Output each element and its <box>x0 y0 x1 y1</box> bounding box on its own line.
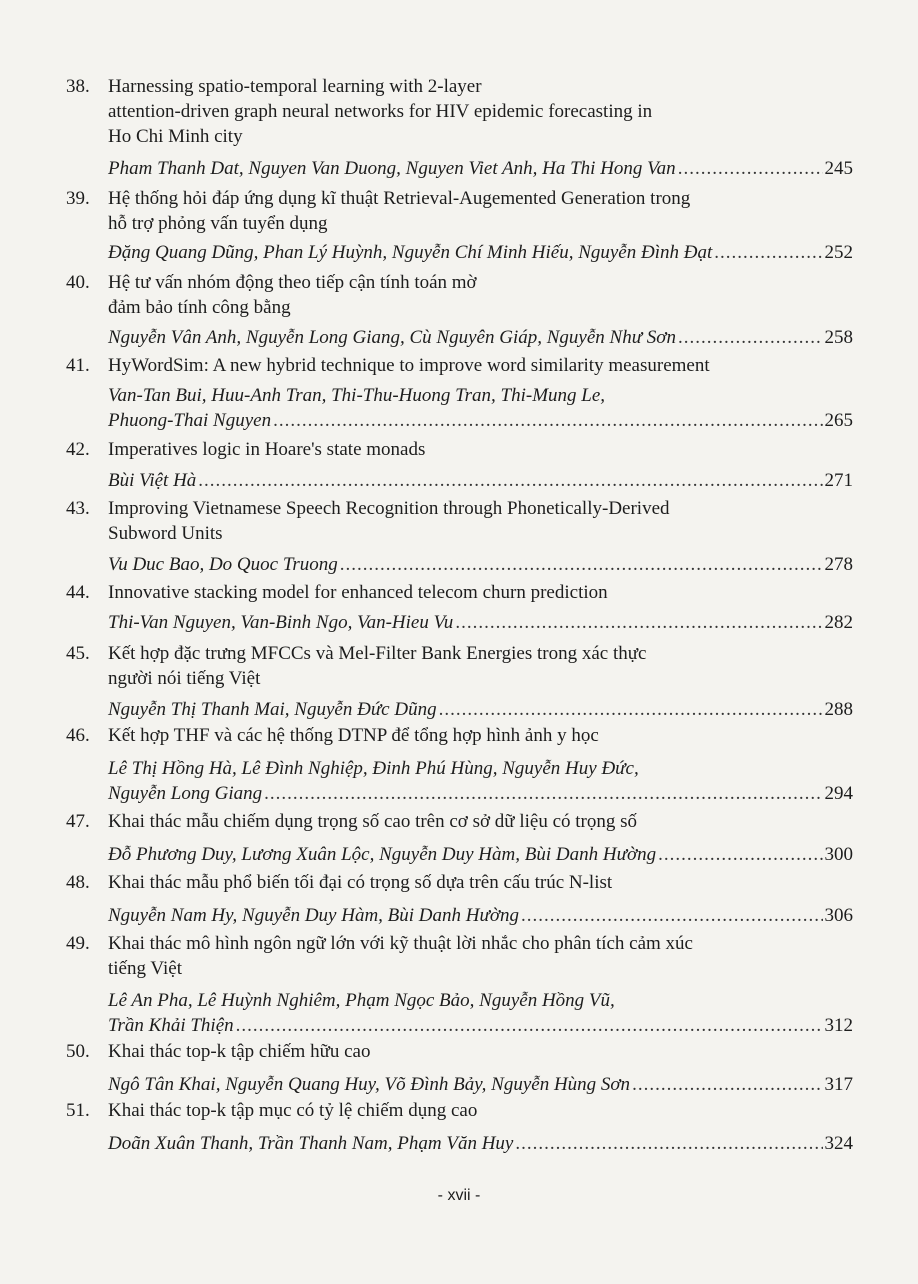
entry-number: 49. <box>66 933 90 954</box>
dot-leader <box>521 903 822 928</box>
authors-text: Van-Tan Bui, Huu-Anh Tran, Thi-Thu-Huong Tran, Thi-Mung Le, <box>108 385 606 406</box>
entry-number: 42. <box>66 439 90 460</box>
entry-number: 43. <box>66 498 90 519</box>
page-number: 245 <box>824 158 853 179</box>
entry-title <box>108 1039 768 1064</box>
page-number: 282 <box>824 612 853 633</box>
entry-authors <box>108 552 853 577</box>
entry-title <box>108 437 768 462</box>
page-number: 324 <box>824 1133 853 1154</box>
page-number: 312 <box>824 1015 853 1036</box>
dot-leader <box>264 781 822 806</box>
entry-title <box>108 723 768 748</box>
entry-number: 45. <box>66 643 90 664</box>
authors-text: Đỗ Phương Duy, Lương Xuân Lộc, Nguyễn Duy Hàm, Bùi Danh Hường <box>108 844 657 865</box>
entry-number: 47. <box>66 811 90 832</box>
page-number: 288 <box>824 699 853 720</box>
entry-title-line: đảm bảo tính công bằng <box>108 297 291 318</box>
page-number: 294 <box>824 783 853 804</box>
authors-line <box>108 842 853 867</box>
entry-title-line: tiếng Việt <box>108 958 182 979</box>
authors-line <box>108 610 853 635</box>
entry-authors <box>108 610 853 635</box>
dot-leader <box>678 156 823 181</box>
authors-text: Nguyễn Vân Anh, Nguyễn Long Giang, Cù Nguyên Giáp, Nguyễn Như Sơn <box>108 327 676 348</box>
authors-line <box>108 408 853 433</box>
authors-line <box>108 1131 853 1156</box>
entry-title-line: Kết hợp THF và các hệ thống DTNP để tổng hợp hình ảnh y học <box>108 725 599 746</box>
entry-title-line: người nói tiếng Việt <box>108 668 261 689</box>
dot-leader <box>714 240 822 265</box>
authors-line <box>108 1072 853 1097</box>
entry-number: 51. <box>66 1100 90 1121</box>
entry-authors <box>108 697 853 722</box>
entry-title <box>108 809 768 834</box>
entry-number: 48. <box>66 872 90 893</box>
entry-title-line: Improving Vietnamese Speech Recognition through Phonetically-Derived <box>108 498 670 519</box>
entry-number: 40. <box>66 272 90 293</box>
entry-title <box>108 186 768 236</box>
entry-title-line: HyWordSim: A new hybrid technique to improve word similarity measurement <box>108 355 710 376</box>
entry-title-line: Subword Units <box>108 523 223 544</box>
authors-text: Bùi Việt Hà <box>108 470 197 491</box>
entry-number: 44. <box>66 582 90 603</box>
dot-leader <box>236 1013 823 1038</box>
page-number: 265 <box>824 410 853 431</box>
entry-title-line: Khai thác top-k tập chiếm hữu cao <box>108 1041 371 1062</box>
entry-title-line: Harnessing spatio-temporal learning with 2-layer <box>108 76 482 97</box>
entry-title <box>108 580 768 605</box>
entry-authors <box>108 383 853 433</box>
dot-leader <box>340 552 823 577</box>
entry-title <box>108 1098 768 1123</box>
entry-title-line: Khai thác mẫu phổ biến tối đại có trọng số dựa trên cấu trúc N-list <box>108 872 613 893</box>
entry-title-line: Kết hợp đặc trưng MFCCs và Mel-Filter Bank Energies trong xác thực <box>108 643 647 664</box>
authors-line <box>108 468 853 493</box>
authors-text: Phuong-Thai Nguyen <box>108 410 272 431</box>
page-number: 300 <box>824 844 853 865</box>
dot-leader <box>658 842 822 867</box>
authors-line <box>108 156 853 181</box>
page-number: 252 <box>824 242 853 263</box>
page-number: 258 <box>824 327 853 348</box>
entry-authors <box>108 903 853 928</box>
page-number: 306 <box>824 905 853 926</box>
entry-authors <box>108 1072 853 1097</box>
authors-text: Nguyễn Nam Hy, Nguyễn Duy Hàm, Bùi Danh Hường <box>108 905 520 926</box>
entry-authors <box>108 240 853 265</box>
dot-leader <box>455 610 822 635</box>
dot-leader <box>439 697 823 722</box>
authors-line <box>108 781 853 806</box>
authors-line <box>108 1013 853 1038</box>
authors-line <box>108 697 853 722</box>
entry-title <box>108 931 768 981</box>
entry-title-line: Khai thác mẫu chiếm dụng trọng số cao trên cơ sở dữ liệu có trọng số <box>108 811 638 832</box>
authors-text: Đặng Quang Dũng, Phan Lý Huỳnh, Nguyễn Chí Minh Hiếu, Nguyễn Đình Đạt <box>108 242 713 263</box>
authors-text: Lê Thị Hồng Hà, Lê Đình Nghiệp, Đinh Phú Hùng, Nguyễn Huy Đức, <box>108 758 639 779</box>
entry-title-line: Ho Chi Minh city <box>108 126 243 147</box>
authors-text: Nguyễn Thị Thanh Mai, Nguyễn Đức Dũng <box>108 699 437 720</box>
entry-title-line: hỗ trợ phỏng vấn tuyển dụng <box>108 213 328 234</box>
dot-leader <box>273 408 822 433</box>
entry-number: 41. <box>66 355 90 376</box>
authors-text: Doãn Xuân Thanh, Trần Thanh Nam, Phạm Văn Huy <box>108 1133 514 1154</box>
dot-leader <box>515 1131 822 1156</box>
entry-number: 46. <box>66 725 90 746</box>
authors-text: Trần Khải Thiện <box>108 1015 234 1036</box>
entry-authors <box>108 842 853 867</box>
authors-line <box>108 325 853 350</box>
entry-title <box>108 270 768 320</box>
authors-line <box>108 552 853 577</box>
entry-number: 50. <box>66 1041 90 1062</box>
page-number: 317 <box>824 1074 853 1095</box>
entry-title <box>108 641 768 691</box>
entry-authors <box>108 156 853 181</box>
entry-title <box>108 353 768 378</box>
page-footer-number: - xvii - <box>437 1187 481 1204</box>
authors-text: Nguyễn Long Giang <box>108 783 263 804</box>
authors-line <box>108 240 853 265</box>
entry-authors <box>108 1131 853 1156</box>
entry-title-line: Hệ tư vấn nhóm động theo tiếp cận tính toán mờ <box>108 272 477 293</box>
dot-leader <box>678 325 823 350</box>
authors-text: Pham Thanh Dat, Nguyen Van Duong, Nguyen Viet Anh, Ha Thi Hong Van <box>108 158 676 179</box>
entry-authors <box>108 756 853 806</box>
entry-number: 39. <box>66 188 90 209</box>
entry-number: 38. <box>66 76 90 97</box>
entry-authors <box>108 988 853 1038</box>
entry-title <box>108 74 768 149</box>
entry-title-line: attention-driven graph neural networks for HIV epidemic forecasting in <box>108 101 653 122</box>
authors-line <box>108 903 853 928</box>
authors-text: Ngô Tân Khai, Nguyễn Quang Huy, Võ Đình Bảy, Nguyễn Hùng Sơn <box>108 1074 631 1095</box>
entry-title-line: Khai thác mô hình ngôn ngữ lớn với kỹ thuật lời nhắc cho phân tích cảm xúc <box>108 933 693 954</box>
dot-leader <box>198 468 822 493</box>
entry-title-line: Innovative stacking model for enhanced telecom churn prediction <box>108 582 608 603</box>
dot-leader <box>632 1072 822 1097</box>
authors-text: Thi-Van Nguyen, Van-Binh Ngo, Van-Hieu Vu <box>108 612 454 633</box>
page-number: 278 <box>824 554 853 575</box>
entry-title-line: Imperatives logic in Hoare's state monads <box>108 439 426 460</box>
entry-authors <box>108 468 853 493</box>
authors-text: Lê An Pha, Lê Huỳnh Nghiêm, Phạm Ngọc Bảo, Nguyễn Hồng Vũ, <box>108 990 615 1011</box>
entry-title-line: Khai thác top-k tập mục có tỷ lệ chiếm dụng cao <box>108 1100 478 1121</box>
entry-title <box>108 496 768 546</box>
page-number: 271 <box>824 470 853 491</box>
authors-text: Vu Duc Bao, Do Quoc Truong <box>108 554 338 575</box>
entry-authors <box>108 325 853 350</box>
entry-title-line: Hệ thống hỏi đáp ứng dụng kĩ thuật Retrieval-Augemented Generation trong <box>108 188 691 209</box>
entry-title <box>108 870 768 895</box>
